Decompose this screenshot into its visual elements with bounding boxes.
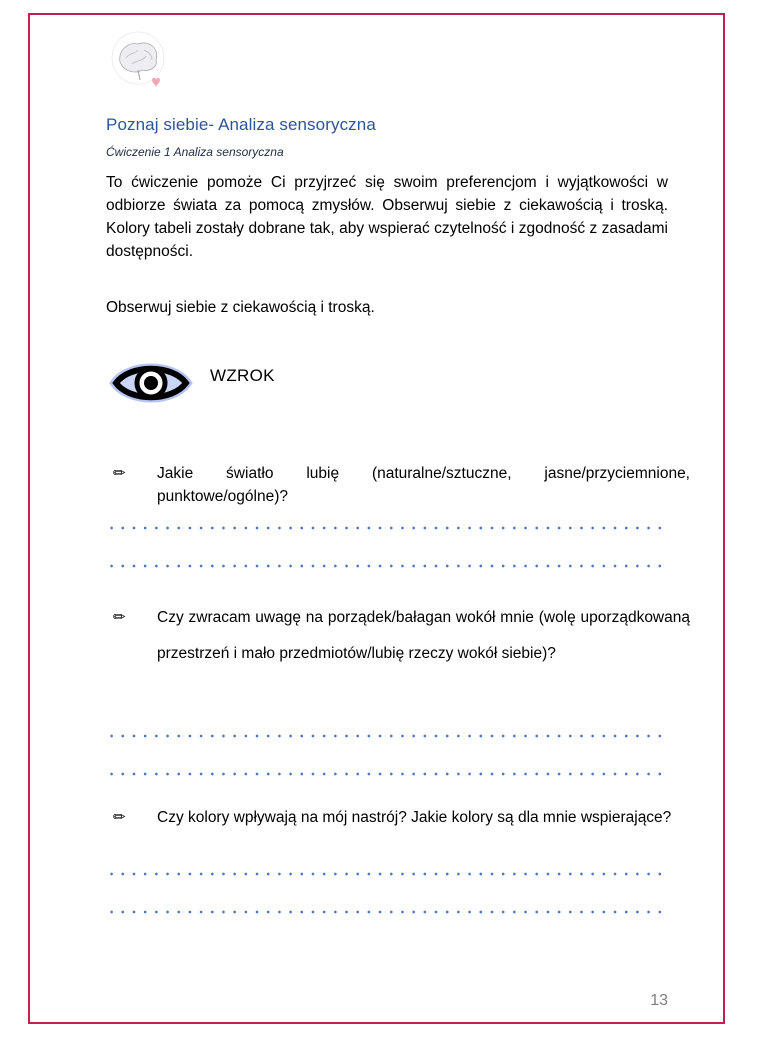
eye-icon — [108, 355, 194, 411]
answer-line[interactable] — [106, 526, 666, 530]
intro-paragraph: To ćwiczenie pomoże Ci przyjrzeć się swoim preferencjom i wyjątkowości w odbiorze świata za pomocą zmysłów. Obserwuj siebie z ciekawością i troską. Kolory tabeli zostały dobrane tak, aby wspierać czytelność i zgodność z zasadami dostępności. — [106, 174, 668, 260]
observe-sentence: Obserwuj siebie z ciekawością i troską. — [106, 299, 375, 316]
question-1 — [113, 462, 690, 508]
exercise-title: Ćwiczenie 1 Analiza sensoryczna — [106, 145, 284, 159]
brain-logo-icon — [108, 28, 168, 92]
question-2 — [113, 600, 690, 672]
question-3 — [113, 806, 690, 829]
answer-line[interactable] — [106, 772, 666, 776]
question-2-text: Czy zwracam uwagę na porządek/bałagan wokół mnie (wolę uporządkowaną przestrzeń i mało przedmiotów/lubię rzeczy wokół siebie)? — [157, 609, 690, 662]
question-3-text: Czy kolory wpływają na mój nastrój? Jakie kolory są dla mnie wspierające? — [157, 809, 672, 826]
section-title: Poznaj siebie- Analiza sensoryczna — [106, 115, 376, 134]
answer-line[interactable] — [106, 910, 666, 914]
answer-line[interactable] — [106, 872, 666, 876]
pencil-icon: ✏ — [113, 609, 126, 626]
sense-title: WZROK — [210, 366, 275, 385]
pencil-icon: ✏ — [113, 809, 126, 826]
answer-line[interactable] — [106, 734, 666, 738]
pencil-icon: ✏ — [113, 465, 126, 482]
question-1-text: Jakie światło lubię (naturalne/sztuczne, jasne/przyciemnione, punktowe/ogólne)? — [157, 465, 690, 505]
page-number: 13 — [650, 992, 668, 1009]
answer-line[interactable] — [106, 564, 666, 568]
